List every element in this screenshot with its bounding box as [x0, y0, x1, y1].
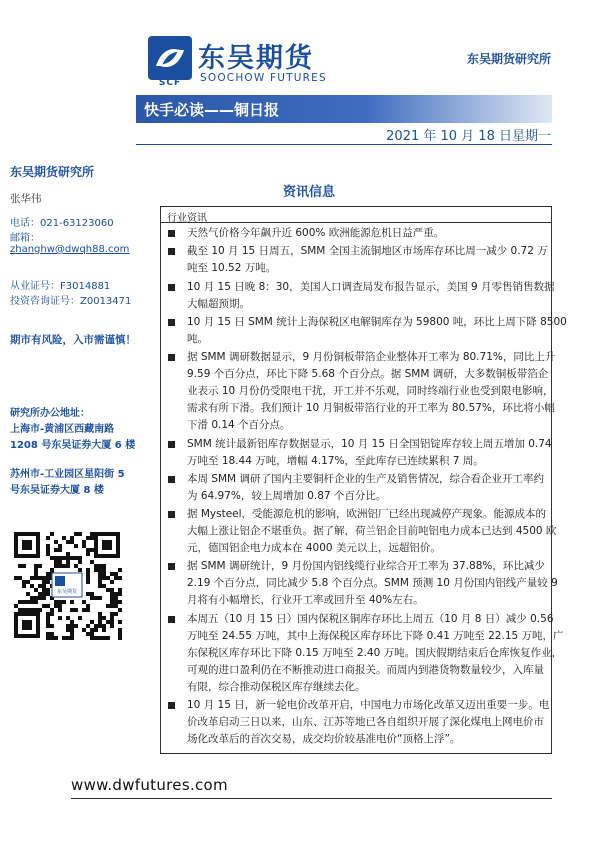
logo-english-name: SOOCHOW FUTURES [200, 72, 327, 84]
suzhou-address-line-2: 号东吴证券大厦 8 楼 [10, 485, 104, 496]
news-item-line: 万吨至 24.55 万吨，其中上海保税区库存环比下降 0.41 万吨至 22.15 万吨，广 [187, 629, 564, 642]
header-institute-name: 东吴期货研究所 [466, 52, 551, 66]
news-table-header: 行业资讯 [161, 207, 551, 223]
news-item-line: 9.59 个百分点，环比下降 5.68 个百分点。据 SMM 调研，大多数铜板带箔企 [187, 368, 549, 381]
author-license-number: 从业证号：F3014881 [10, 281, 111, 292]
shanghai-address-line-1: 上海市-黄浦区西藏南路 [10, 424, 115, 435]
news-item-line: 下滑 0.14 个百分点。 [187, 419, 291, 432]
news-item-line: 可观的进口盈利仍在不断推动进口商报关。而周内到港货物数量较少，入库量 [187, 663, 544, 676]
news-item-line: 东保税区库存环比下降 0.15 万吨至 2.40 万吨。国庆假期结束后仓库恢复作业， [187, 646, 563, 659]
news-item [161, 225, 551, 242]
news-item [161, 349, 556, 434]
news-item-line: 10 月 15 日，新一轮电价改革开启，中国电力市场化改革又迈出重要一步。电 [187, 699, 550, 711]
shanghai-address-line-2: 1208 号东吴证券大厦 6 楼 [10, 440, 136, 451]
news-item [161, 243, 551, 277]
header-divider [136, 144, 552, 145]
office-address-title: 研究所办公地址： [10, 408, 90, 419]
bullet-icon [168, 476, 175, 483]
author-phone: 电话：021-63123060 [10, 218, 114, 229]
sidebar-institute-title: 东吴期货研究所 [10, 165, 95, 179]
news-item-line: 据 SMM 调研数据显示，9 月份铜板带箔企业整体开工率为 80.71%，同比上升 [187, 351, 556, 364]
news-item [161, 279, 555, 313]
news-item-line: 万吨至 18.44 万吨，增幅 4.17%，至此库存已连续累积 7 周。 [187, 454, 484, 467]
news-item-line: 本周 SMM 调研了国内主要铜杆企业的生产及销售情况，综合看企业开工率约 [187, 472, 544, 485]
bullet-icon [168, 248, 175, 255]
news-item-line: 有限，综合推动保税区库存继续去化。 [187, 680, 366, 693]
author-consult-number: 投资咨询证号：Z0013471 [10, 296, 132, 307]
news-item-line: 10 月 15 日晚 8：30，美国人口调查局发布报告显示，美国 9 月零售销售数据 [187, 280, 555, 293]
suzhou-address-line-1: 苏州市-工业园区星阳街 5 [10, 469, 125, 480]
bullet-icon [168, 511, 175, 518]
logo-abbreviation: SCF [158, 78, 182, 88]
news-item [161, 611, 564, 696]
news-item-line: 场化改革后的首次交易，成交均价较基准电价“顶格上浮”。 [187, 733, 461, 745]
report-title: 快手必读——铜日报 [144, 101, 280, 119]
qr-code-icon [12, 530, 122, 640]
footer-divider [71, 798, 552, 799]
title-banner [136, 95, 552, 123]
news-item-line: 吨至 10.52 万吨。 [187, 262, 277, 275]
report-date: 2021 年 10 月 18 日星期一 [386, 129, 551, 144]
qr-caption: 东吴期货 [56, 589, 78, 595]
bullet-icon [168, 354, 175, 361]
news-item-line: 需求有所下滑。我们预计 10 月铜板带箔行业的开工率为 80.57%，环比将小幅 [187, 402, 555, 415]
section-title: 资讯信息 [283, 185, 336, 200]
news-item-line: 据 SMM 调研统计，9 月份国内铝线缆行业综合开工率为 37.88%，环比减少 [187, 560, 545, 573]
news-item-line: 本周五（10 月 15 日）国内保税区铜库存环比上周五（10 月 8 日）减少 0.56 [187, 612, 554, 625]
news-item-line: 10 月 15 日 SMM 统计上海保税区电解铜库存为 59800 吨，环比上周下降 8500 [187, 315, 567, 328]
logo-mark-icon [148, 36, 192, 80]
logo-chinese-name: 东吴期货 [198, 43, 314, 74]
news-item-line: 大幅超预期。 [187, 297, 250, 310]
news-item-line: 价改革启动三日以来，山东、江苏等地已各自组织开展了深化煤电上网电价市 [187, 716, 544, 728]
news-item-line: 天然气价格今年飙升近 600% 欧洲能源危机日益严重。 [187, 227, 445, 239]
author-email-link[interactable]: zhanghw@dwqh88.com [10, 244, 130, 255]
company-logo [148, 34, 358, 88]
bullet-icon [168, 563, 175, 570]
news-item-line: 业表示 10 月份仍受限电干扰，开工并不乐观，同时终端行业也受到限电影响， [187, 385, 554, 398]
news-item-line: 吨。 [187, 332, 208, 345]
news-item [161, 697, 551, 748]
news-item [161, 436, 551, 470]
news-item [161, 314, 567, 348]
bullet-icon [168, 284, 175, 291]
news-item-line: 大幅上涨让铝企不堪重负。据了解，荷兰铝企目前吨铝电力成本已达到 4500 欧 [187, 525, 557, 538]
bullet-icon [168, 441, 175, 448]
bullet-icon [168, 230, 175, 237]
news-item-line: 月将有小幅增长，行业开工率或回升至 40%左右。 [187, 594, 424, 607]
news-item-line: 元，德国铝企电力成本在 4000 美元以上，远超铝价。 [187, 542, 441, 555]
author-name: 张华伟 [10, 193, 42, 205]
risk-warning: 期市有风险，入市需谨慎！ [10, 334, 136, 346]
author-email-label: 邮箱： [10, 233, 40, 244]
news-item [161, 558, 558, 609]
news-table [160, 206, 567, 754]
bullet-icon [168, 702, 175, 709]
bullet-icon [168, 616, 175, 623]
news-item-line: 为 64.97%，较上周增加 0.87 个百分比。 [187, 489, 387, 502]
news-item [161, 506, 557, 557]
footer-website-link[interactable]: www.dwfutures.com [71, 776, 228, 794]
news-item-line: 据 Mysteel，受能源危机的影响，欧洲铝厂已经出现减停产现象。能源成本的 [187, 508, 547, 521]
news-item-line: SMM 统计最新铝库存数据显示，10 月 15 日全国铝锭库存较上周五增加 0.74 [187, 437, 552, 450]
bullet-icon [168, 319, 175, 326]
news-item [161, 471, 551, 505]
news-item-line: 截至 10 月 15 日周五，SMM 全国主流铜地区市场库存环比周一减少 0.72 万 [187, 245, 548, 258]
news-item-line: 2.19 个百分点，同比减少 5.8 个百分点。SMM 预测 10 月份国内铝线产量较 9 [187, 577, 558, 590]
